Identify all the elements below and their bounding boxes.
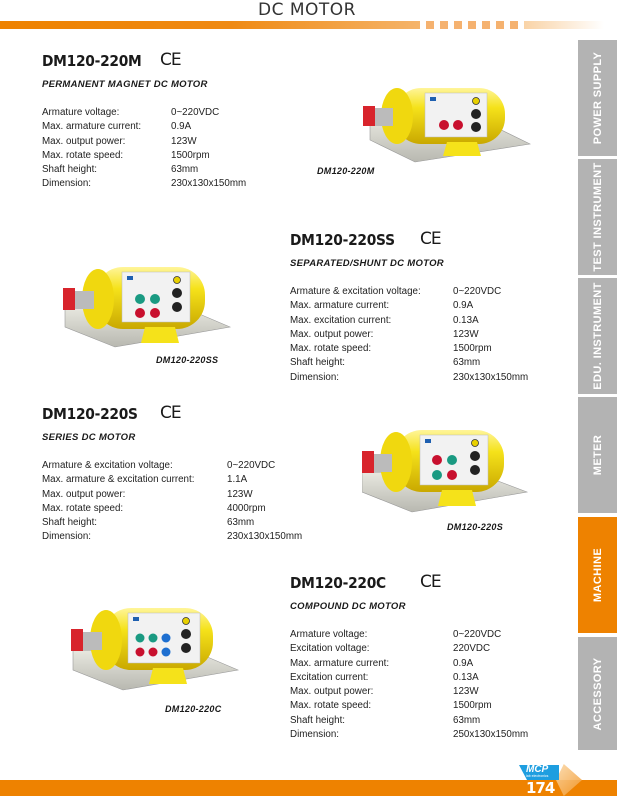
product-photo-dm120-220ss xyxy=(60,255,240,365)
product-photo-dm120-220s xyxy=(362,420,532,530)
photo-caption: DM120-220SS xyxy=(156,355,219,365)
spec-label: Max. rotate speed: xyxy=(290,700,372,712)
spec-row xyxy=(290,299,550,313)
product-dm120-220s xyxy=(42,405,332,545)
spec-value: 230x130x150mm xyxy=(171,178,247,190)
spec-value: 0~220VDC xyxy=(171,107,220,118)
spec-row xyxy=(42,473,332,487)
spec-label: Max. output power: xyxy=(42,488,126,500)
spec-label: Max. armature current: xyxy=(42,121,142,133)
spec-row xyxy=(290,728,550,742)
model-name: DM120-220S xyxy=(42,405,138,423)
spec-value: 123W xyxy=(453,328,479,340)
spec-value: 1.1A xyxy=(227,474,248,486)
product-subtitle: COMPOUND DC MOTOR xyxy=(290,601,406,612)
tab-label: MACHINE xyxy=(591,547,604,603)
tab-machine[interactable] xyxy=(578,517,617,633)
spec-label: Armature voltage: xyxy=(42,107,120,118)
spec-label: Max. rotate speed: xyxy=(290,343,372,355)
spec-value: 63mm xyxy=(227,517,255,529)
spec-row xyxy=(290,699,550,713)
spec-label: Max. output power: xyxy=(290,686,374,698)
logo-tagline: lab electronics xyxy=(526,774,549,778)
page-title: DC MOTOR xyxy=(258,0,356,20)
spec-row xyxy=(42,530,332,544)
ce-mark-icon: CE xyxy=(420,572,441,592)
motor-image xyxy=(362,420,532,520)
spec-row xyxy=(42,106,302,120)
spec-value: 0~220VDC xyxy=(227,460,276,471)
motor-image xyxy=(60,255,240,355)
ce-mark-icon: CE xyxy=(160,50,181,70)
spec-row xyxy=(42,459,332,473)
spec-row xyxy=(290,671,550,685)
spec-value: 1500rpm xyxy=(453,343,492,355)
spec-label: Shaft height: xyxy=(42,517,98,529)
header-dots xyxy=(426,21,518,29)
spec-label: Shaft height: xyxy=(290,357,346,369)
product-photo-dm120-220c xyxy=(68,598,248,714)
spec-row xyxy=(290,371,550,385)
photo-caption: DM120-220C xyxy=(165,704,222,714)
product-subtitle: SEPARATED/SHUNT DC MOTOR xyxy=(290,258,444,269)
spec-row xyxy=(42,120,302,134)
spec-value: 0~220VDC xyxy=(453,629,502,640)
spec-list xyxy=(42,459,332,545)
tab-label: METER xyxy=(591,434,604,476)
product-dm120-220ss xyxy=(290,231,550,385)
spec-row xyxy=(42,163,302,177)
tab-edu-instrument[interactable] xyxy=(578,278,617,394)
spec-row xyxy=(42,488,332,502)
spec-value: 0.9A xyxy=(453,300,474,312)
spec-label: Dimension: xyxy=(42,531,92,543)
ce-mark-icon: CE xyxy=(420,229,441,249)
spec-value: 63mm xyxy=(453,714,481,726)
spec-row xyxy=(290,642,550,656)
tab-label: POWER SUPPLY xyxy=(591,51,604,145)
motor-image xyxy=(68,598,248,698)
tab-accessory[interactable] xyxy=(578,637,617,750)
spec-value: 1500rpm xyxy=(453,700,492,712)
spec-list xyxy=(290,285,550,385)
spec-value: 123W xyxy=(227,488,253,500)
spec-row xyxy=(290,714,550,728)
spec-row xyxy=(42,502,332,516)
spec-value: 230x130x150mm xyxy=(227,531,303,543)
photo-caption: DM120-220S xyxy=(447,522,504,532)
tab-power-supply[interactable] xyxy=(578,40,617,156)
product-subtitle: PERMANENT MAGNET DC MOTOR xyxy=(42,79,208,90)
spec-label: Max. output power: xyxy=(290,328,374,340)
spec-row xyxy=(290,342,550,356)
spec-row xyxy=(42,177,302,191)
spec-label: Shaft height: xyxy=(42,164,98,176)
spec-label: Armature & excitation voltage: xyxy=(42,460,173,471)
spec-label: Excitation current: xyxy=(290,671,369,683)
spec-label: Max. rotate speed: xyxy=(42,502,124,514)
spec-row xyxy=(290,328,550,342)
spec-value: 250x130x150mm xyxy=(453,729,529,741)
product-dm120-220c xyxy=(290,574,550,742)
spec-value: 123W xyxy=(171,135,197,147)
motor-image xyxy=(355,70,535,170)
page-number: 174 xyxy=(526,779,555,796)
spec-label: Max. armature current: xyxy=(290,657,390,669)
tab-meter[interactable] xyxy=(578,397,617,513)
model-name: DM120-220M xyxy=(42,52,142,70)
spec-value: 0~220VDC xyxy=(453,286,502,297)
spec-row xyxy=(290,628,550,642)
header-bar xyxy=(0,21,420,29)
tab-test-instrument[interactable] xyxy=(578,159,617,275)
spec-label: Dimension: xyxy=(290,371,340,383)
spec-row xyxy=(42,516,332,530)
model-name: DM120-220SS xyxy=(290,231,395,249)
spec-label: Excitation voltage: xyxy=(290,643,370,655)
product-photo-dm120-220m xyxy=(317,70,535,180)
spec-value: 220VDC xyxy=(453,643,491,655)
logo-name: MCP xyxy=(526,764,549,775)
spec-row xyxy=(290,314,550,328)
spec-label: Max. armature current: xyxy=(290,300,390,312)
spec-value: 0.9A xyxy=(453,657,474,669)
spec-label: Shaft height: xyxy=(290,714,346,726)
spec-value: 63mm xyxy=(171,164,199,176)
spec-value: 4000rpm xyxy=(227,502,266,514)
spec-value: 0.13A xyxy=(453,671,479,683)
spec-value: 0.9A xyxy=(171,121,192,133)
spec-row xyxy=(42,135,302,149)
tab-label: EDU. INSTRUMENT xyxy=(591,282,604,390)
spec-label: Armature & excitation voltage: xyxy=(290,286,421,297)
spec-list xyxy=(290,628,550,742)
spec-row xyxy=(42,149,302,163)
product-dm120-220m xyxy=(42,52,302,192)
spec-value: 0.13A xyxy=(453,314,479,326)
spec-label: Max. excitation current: xyxy=(290,314,392,326)
spec-label: Armature voltage: xyxy=(290,629,368,640)
spec-row xyxy=(290,685,550,699)
spec-label: Max. rotate speed: xyxy=(42,149,124,161)
spec-label: Max. armature & excitation current: xyxy=(42,474,195,486)
spec-row xyxy=(290,356,550,370)
product-subtitle: SERIES DC MOTOR xyxy=(42,432,136,443)
spec-value: 123W xyxy=(453,686,479,698)
spec-value: 63mm xyxy=(453,357,481,369)
spec-label: Dimension: xyxy=(290,729,340,741)
photo-caption: DM120-220M xyxy=(317,166,375,176)
spec-label: Max. output power: xyxy=(42,135,126,147)
spec-label: Dimension: xyxy=(42,178,92,190)
model-name: DM120-220C xyxy=(290,574,386,592)
tab-label: TEST INSTRUMENT xyxy=(591,162,604,272)
spec-row xyxy=(290,285,550,299)
spec-value: 1500rpm xyxy=(171,149,210,161)
header-fade xyxy=(524,21,604,29)
footer-bar xyxy=(0,780,617,796)
spec-list xyxy=(42,106,302,192)
spec-row xyxy=(290,657,550,671)
spec-value: 230x130x150mm xyxy=(453,371,529,383)
tab-label: ACCESSORY xyxy=(591,657,604,730)
ce-mark-icon: CE xyxy=(160,403,181,423)
